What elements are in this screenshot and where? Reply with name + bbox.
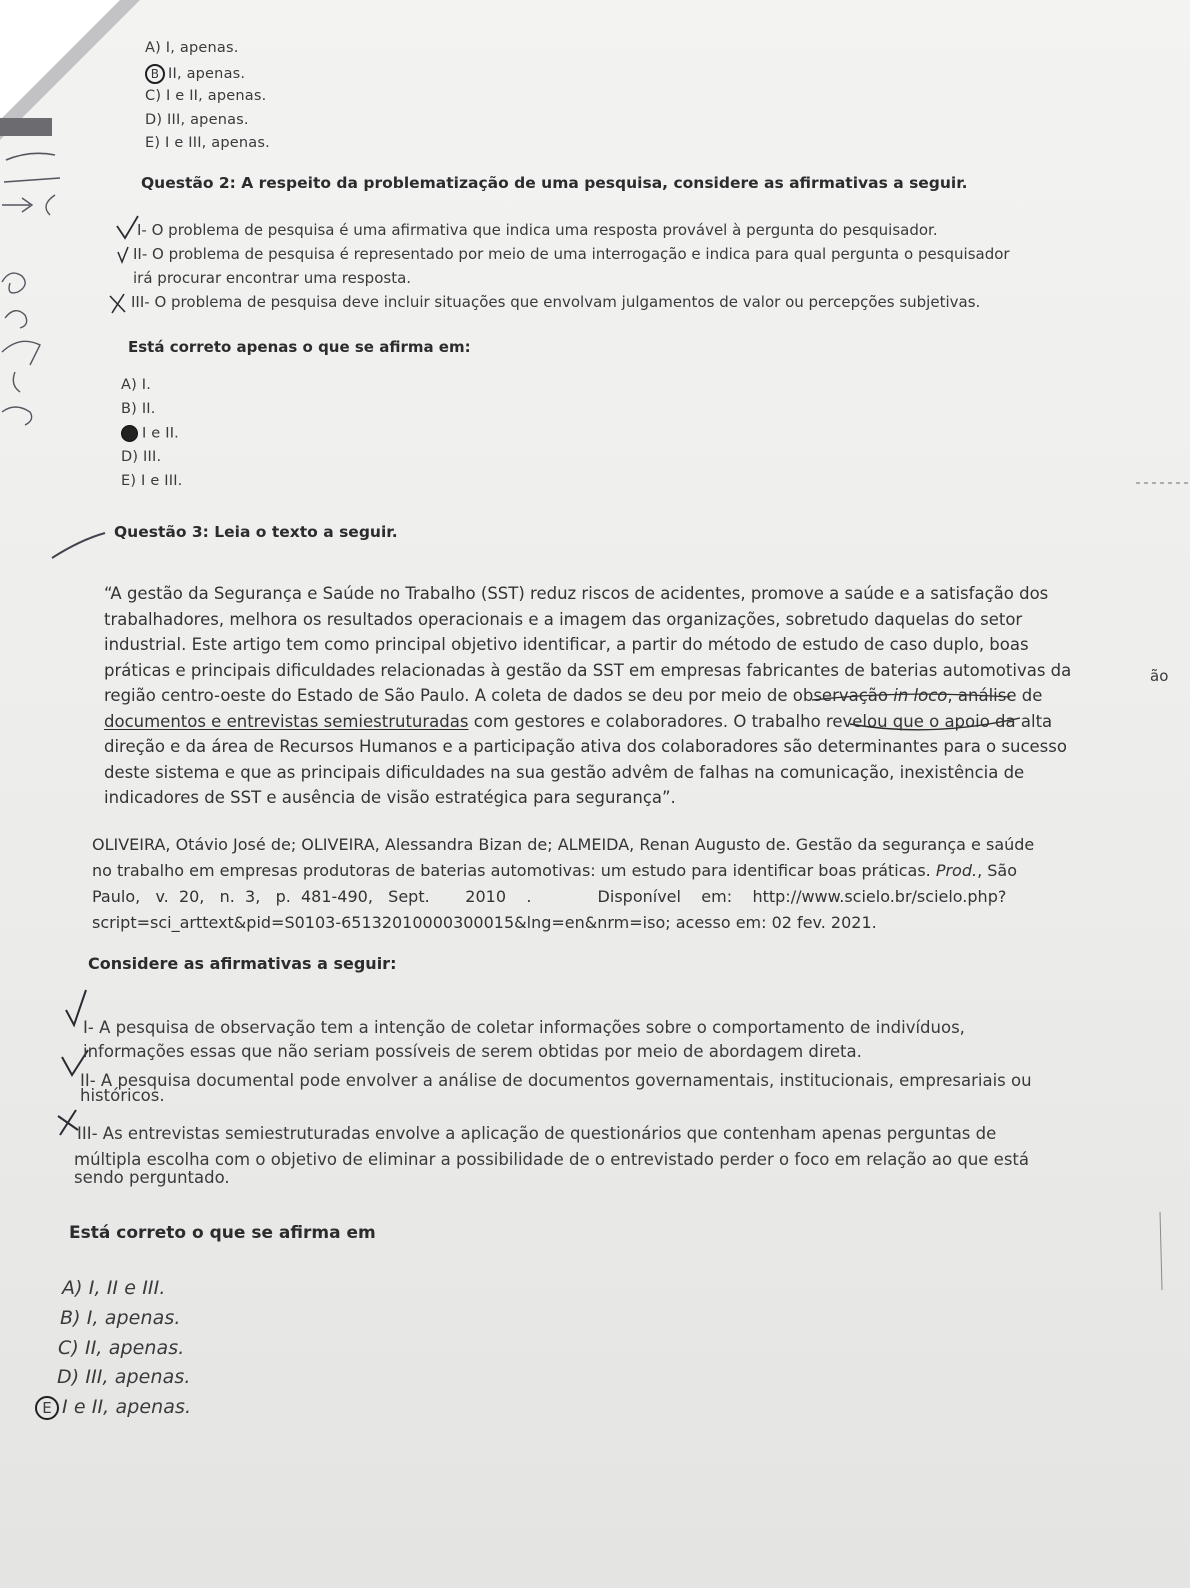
q2-affirmation-3: III- O problema de pesquisa deve incluir situações que envolvam julgamentos de valor ou percepções subjetivas. [131, 293, 981, 311]
q2-option-d: D) III. [121, 449, 162, 465]
q2-option-a: A) I. [121, 377, 152, 393]
q1-option-e: E) I e III, apenas. [145, 135, 270, 151]
reference-line: OLIVEIRA, Otávio José de; OLIVEIRA, Alessandra Bizan de; ALMEIDA, Renan Augusto de. Gestão da segurança e saúde [92, 835, 1035, 854]
reference-line: script=sci_arttext&pid=S0103-65132010000300015&lng=en&nrm=iso; acesso em: 02 fev. 2021. [92, 913, 877, 932]
reference-text: , São [977, 861, 1018, 880]
q3-affirmation-1-cont: informações essas que não seriam possíveis de serem obtidas por meio de abordagem direta. [83, 1042, 862, 1061]
selected-answer-mark: B [145, 64, 165, 84]
q1-option-d: D) III, apenas. [145, 112, 249, 128]
q2-affirmation-1: I- O problema de pesquisa é uma afirmativa que indica uma resposta provável à pergunta do pesquisador. [137, 221, 938, 239]
quote-line [104, 683, 1099, 709]
q1-option-a: A) I, apenas. [145, 40, 239, 56]
q2-option-c-text: I e II. [142, 425, 179, 442]
reference-line: Paulo, v. 20, n. 3, p. 481-490, Sept. 2010 . Disponível em: http://www.scielo.br/scielo.php? [92, 887, 1007, 906]
quote-line: “A gestão da Segurança e Saúde no Trabalho (SST) reduz riscos de acidentes, promove a saúde e a satisfação dos [104, 584, 1049, 603]
quote-line: trabalhadores, melhora os resultados operacionais e a imagem das organizações, sobretudo daquelas do setor [104, 609, 1023, 629]
q3-affirmation-2-cont: históricos. [80, 1086, 165, 1105]
quote-text: , análise de [947, 686, 1043, 705]
selected-answer-mark: E [35, 1396, 59, 1420]
quote-line [104, 709, 1099, 735]
q3-affirmation-3-cont: múltipla escolha com o objetivo de eliminar a possibilidade de o entrevistado perder o foco em relação ao que está [74, 1150, 1030, 1169]
margin-fragment: ão [1150, 667, 1169, 685]
q3-affirmation-3: III- As entrevistas semiestruturadas envolve a aplicação de questionários que contenham apenas perguntas de [77, 1124, 997, 1143]
q2-option-e: E) I e III. [121, 473, 183, 489]
reference-line [92, 858, 1097, 884]
q3-option-d: D) III, apenas. [57, 1366, 191, 1388]
quote-line: direção e da área de Recursos Humanos e a participação ativa dos colaboradores são determinantes para o sucesso [104, 737, 1067, 756]
quote-line: deste sistema e que as principais dificuldades na sua gestão advêm de falhas na comunicação, inexistência de [104, 762, 1025, 782]
q2-option-c [121, 425, 179, 442]
q2-title: Questão 2: A respeito da problematização de uma pesquisa, considere as afirmativas a seguir. [141, 174, 968, 192]
quote-line: indicadores de SST e ausência de visão estratégica para segurança”. [104, 788, 676, 807]
q3-option-e-text: I e II, apenas. [62, 1396, 192, 1418]
reference-text: no trabalho em empresas produtoras de baterias automotivas: um estudo para identificar boas práticas. [92, 861, 936, 880]
q3-option-e [35, 1396, 191, 1420]
q2-option-b: B) II. [121, 401, 156, 417]
q3-prompt: Está correto o que se afirma em [69, 1223, 376, 1243]
q3-affirmation-3-cont2: sendo perguntado. [74, 1168, 230, 1187]
q2-affirmation-2: II- O problema de pesquisa é representado por meio de uma interrogação e indica para qual pergunta o pesquisador [133, 245, 1010, 263]
q3-affirmation-1: I- A pesquisa de observação tem a intenção de coletar informações sobre o comportamento de indivíduos, [83, 1018, 965, 1037]
q3-affirmation-2: II- A pesquisa documental pode envolver a análise de documentos governamentais, institucionais, empresariais ou [80, 1071, 1032, 1090]
q3-consider: Considere as afirmativas a seguir: [88, 954, 397, 973]
quote-line: práticas e principais dificuldades relacionadas à gestão da SST em empresas fabricantes de baterias automotivas da [104, 660, 1072, 680]
q3-quote [104, 581, 1099, 811]
q2-affirmation-2-cont: irá procurar encontrar uma resposta. [133, 269, 412, 287]
q3-title: Questão 3: Leia o texto a seguir. [114, 523, 398, 541]
q3-option-a: A) I, II e III. [62, 1277, 166, 1299]
quote-text: com gestores e colaboradores. O trabalho revelou que o apoio da alta [468, 711, 1053, 731]
reference-italic: Prod. [935, 861, 978, 880]
q1-option-b-text: II, apenas. [168, 66, 246, 82]
q3-reference [92, 832, 1097, 936]
filled-answer-mark [121, 425, 138, 442]
quote-line: industrial. Este artigo tem como principal objetivo identificar, a partir do método de estudo de caso duplo, boas [104, 635, 1029, 654]
q3-option-b: B) I, apenas. [60, 1307, 181, 1329]
quote-text: região centro-oeste do Estado de São Paulo. A coleta de dados se deu por meio de observação [104, 686, 894, 705]
q1-option-b [145, 64, 245, 84]
q1-option-c: C) I e II, apenas. [145, 88, 267, 104]
q2-prompt: Está correto apenas o que se afirma em: [128, 338, 471, 356]
quote-italic: in loco [893, 686, 948, 705]
quote-underlined: documentos e entrevistas semiestruturadas [104, 711, 469, 731]
q3-option-c: C) II, apenas. [58, 1337, 185, 1359]
